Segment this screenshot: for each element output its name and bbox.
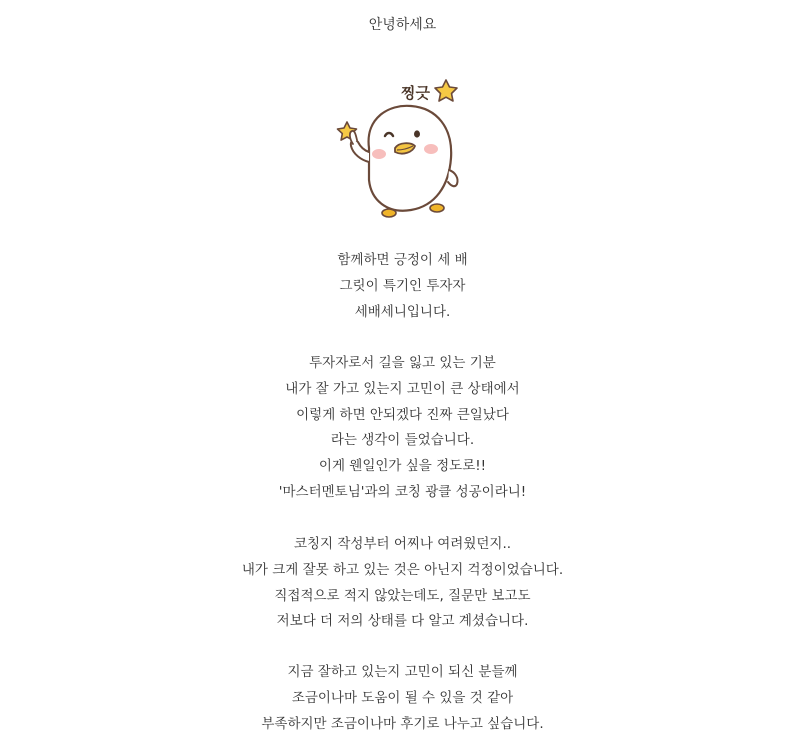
paragraph-line: 내가 잘 가고 있는지 고민이 큰 상태에서 — [285, 380, 520, 397]
paragraph-intro — [0, 248, 805, 325]
paragraph-line: 함께하면 긍정이 세 배 — [337, 252, 468, 268]
paragraph-line: 이렇게 하면 안되겠다 진짜 큰일났다 — [296, 406, 509, 423]
paragraph-line: 세배세니입니다. — [354, 303, 451, 320]
paragraph-line: 그릿이 특기인 투자자 — [339, 277, 466, 294]
sticker-caption: 찡긋 — [401, 84, 430, 102]
paragraph-line: 직접적으로 적지 않았는데도, 질문만 보고도 — [274, 587, 531, 604]
paragraph-line: 저보다 더 저의 상태를 다 알고 계셨습니다. — [276, 613, 529, 630]
paragraph-line: 이게 웬일인가 싶을 정도로!! — [318, 458, 487, 475]
paragraph-closing — [0, 660, 805, 737]
paragraph-line: 부족하지만 조금이나마 후기로 나누고 싶습니다. — [261, 715, 544, 732]
paragraph-line: 내가 크게 잘못 하고 있는 것은 아닌지 걱정이었습니다. — [241, 561, 564, 578]
wink-duck-sticker-icon — [327, 74, 463, 224]
paragraph-line: 조금이나마 도움이 될 수 있을 것 같아 — [291, 689, 514, 706]
star-icon — [435, 80, 457, 101]
greeting-text: 안녕하세요 — [368, 17, 437, 33]
paragraph-story — [0, 351, 805, 506]
paragraph-line: 지금 잘하고 있는지 고민이 되신 분들께 — [287, 664, 518, 680]
paragraph-line: 코칭지 작성부터 어찌나 여려웠던지.. — [293, 536, 512, 552]
paragraph-line: 투자자로서 길을 잃고 있는 기분 — [309, 355, 496, 371]
paragraph-line: '마스터멘토님'과의 코칭 광클 성공이라니! — [278, 483, 527, 500]
paragraph-line: 라는 생각이 들었습니다. — [330, 432, 475, 449]
paragraph-coaching — [0, 532, 805, 635]
